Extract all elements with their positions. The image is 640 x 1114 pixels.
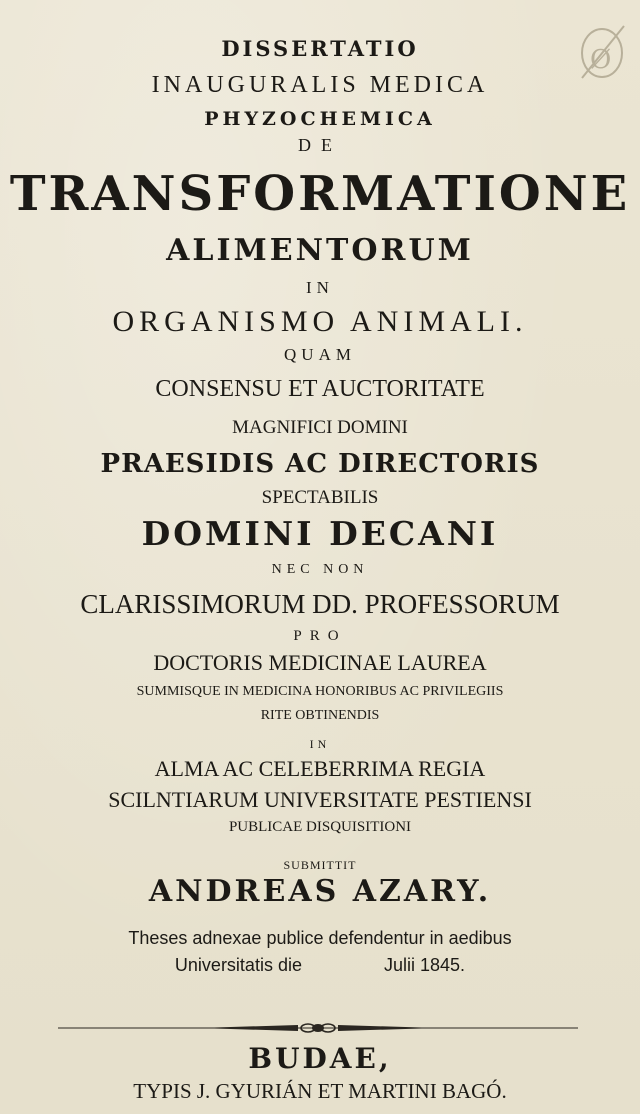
line-submittit: SUBMITTIT: [283, 858, 357, 872]
line-praesidis-directoris: PRAESIDIS AC DIRECTORIS: [100, 449, 540, 479]
line-dissertatio: DISSERTATIO: [221, 36, 419, 61]
line-publicae-disquisitioni: PUBLICAE DISQUISITIONI: [228, 819, 412, 835]
library-stamp-mark: [572, 18, 632, 88]
line-alimentorum: ALIMENTORUM: [166, 233, 474, 268]
svg-text:Ø: Ø: [590, 45, 612, 75]
line-pro: PRO: [293, 628, 347, 644]
line-author-name: ANDREAS AZARY.: [148, 874, 492, 909]
line-nec-non: NEC NON: [271, 562, 369, 577]
line-theses-adnexae: Theses adnexae publice defendentur in aedibus: [128, 928, 512, 948]
line-in-2: IN: [309, 737, 331, 751]
line-organismo-animali: ORGANISMO ANIMALI.: [112, 305, 528, 338]
line-rite-obtinendis: RITE OBTINENDIS: [260, 708, 380, 723]
line-phyzochemica: PHYZOCHEMICA: [204, 108, 436, 130]
line-date: [0, 956, 640, 974]
line-alma-celeberrima: ALMA AC CELEBERRIMA REGIA: [154, 756, 486, 781]
line-summisque: SUMMISQUE IN MEDICINA HONORIBUS AC PRIVILEGIIS: [136, 684, 504, 699]
date-prefix: Universitatis die: [174, 955, 302, 975]
line-budae: BUDAE,: [248, 1042, 392, 1075]
line-de: DE: [298, 135, 342, 155]
date-suffix: Julii 1845.: [384, 955, 466, 975]
line-doctoris-medicinae: DOCTORIS MEDICINAE LAUREA: [153, 650, 487, 675]
line-spectabilis: SPECTABILIS: [261, 487, 379, 508]
line-clarissimorum: CLARISSIMORUM DD. PROFESSORUM: [80, 589, 560, 619]
line-domini-decani: DOMINI DECANI: [141, 514, 499, 553]
ornamental-rule: [58, 1023, 578, 1033]
line-transformatione: TRANSFORMATIONE: [9, 166, 631, 222]
line-inauguralis-medica: INAUGURALIS MEDICA: [151, 72, 489, 98]
line-quam: QUAM: [284, 345, 356, 364]
line-in-1: IN: [306, 278, 334, 297]
line-scientiarum-universitate: SCILNTIARUM UNIVERSITATE PESTIENSI: [108, 787, 532, 812]
line-typis: TYPIS J. GYURIÁN ET MARTINI BAGÓ.: [133, 1079, 507, 1103]
line-magnifici-domini: MAGNIFICI DOMINI: [232, 417, 408, 438]
line-consensu-auctoritate: CONSENSU ET AUCTORITATE: [155, 376, 485, 402]
